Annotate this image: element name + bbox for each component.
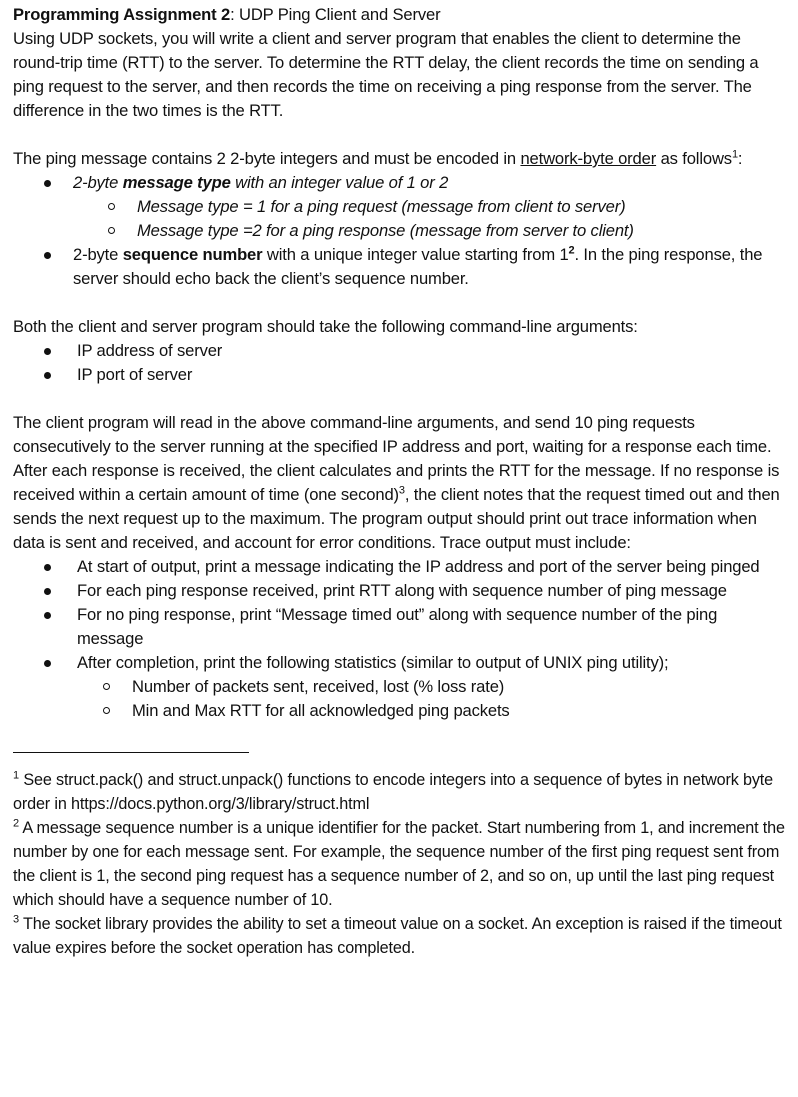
list-item: At start of output, print a message indicating the IP address and port of the server being pinged: [13, 555, 785, 579]
args-paragraph: Both the client and server program should take the following command-line arguments:: [13, 317, 638, 336]
message-tail: as follows: [656, 149, 732, 168]
type-option-1: Message type = 1 for a ping request (message from client to server): [137, 197, 626, 216]
list-item: For no ping response, print “Message timed out” along with sequence number of the ping message: [13, 603, 785, 651]
network-byte-order-term: network-byte order: [520, 149, 657, 168]
list-item: For each ping response received, print RTT along with sequence number of ping message: [13, 579, 785, 603]
page-title: [13, 3, 785, 27]
footnotes: [13, 768, 785, 960]
list-item: IP port of server: [13, 363, 785, 387]
type-rest: with an integer value of 1 or 2: [230, 173, 449, 192]
list-item: IP address of server: [13, 339, 785, 363]
client-text-1: The client program will read in the above command-line arguments, and send 10 ping requests consecutively to the server running at the specified IP address and port, waiting for a response each time. After each response is received, the client calculates and prints the RTT for the message. If no response is received within a certain amount of time (one second): [13, 413, 780, 504]
list-item: [13, 243, 785, 291]
message-type-term: message type: [122, 173, 231, 192]
footnote-2: [13, 816, 785, 912]
seq-prefix: 2-byte: [73, 245, 123, 264]
footnote-1: [13, 768, 785, 816]
seq-rest: with a unique integer value starting from 1: [262, 245, 569, 264]
footnote-3: [13, 912, 785, 960]
footnote-text: A message sequence number is a unique identifier for the packet. Start numbering from 1, and increment the number by one for each message sent. For example, the sequence number of the first ping request sent from the client is 1, the second ping request has a sequence number of 2, and so on, up until the last ping request which should have a sequence number of 10.: [13, 819, 785, 909]
type-prefix: 2-byte: [73, 173, 123, 192]
intro-paragraph: Using UDP sockets, you will write a client and server program that enables the client to determine the round-trip time (RTT) to the server. To determine the RTT delay, the client records the time on sending a ping request to the server, and then records the time on receiving a ping response from the server. The difference in the two times is the RTT.: [13, 29, 759, 120]
footnote-ref-2: 2: [568, 244, 575, 257]
client-text-2: , the client notes that the request timed out and then sends the next request up to the maximum. The program output should print out trace information when data is sent and received, and account for error conditions. Trace output must include:: [13, 485, 780, 552]
footnote-separator: [13, 752, 249, 753]
footnote-ref-1: 1: [731, 148, 738, 161]
list-item: Number of packets sent, received, lost (% loss rate): [13, 675, 785, 699]
title-rest: : UDP Ping Client and Server: [230, 5, 441, 24]
document-page: [13, 3, 785, 960]
message-fields-list: [13, 171, 785, 291]
list-item: [13, 195, 785, 219]
list-item: Min and Max RTT for all acknowledged ping packets: [13, 699, 785, 723]
footnote-number: 1: [13, 769, 19, 782]
list-item: After completion, print the following statistics (similar to output of UNIX ping utility);: [13, 651, 785, 675]
type-option-2: Message type =2 for a ping response (message from server to client): [137, 221, 634, 240]
footnote-text: See struct.pack() and struct.unpack() functions to encode integers into a sequence of bytes in network byte order in https://docs.python.org/3/library/struct.html: [13, 771, 773, 813]
sequence-number-term: sequence number: [122, 245, 263, 264]
list-item: [13, 219, 785, 243]
title-bold: Programming Assignment 2: [13, 5, 231, 24]
client-paragraph: [13, 411, 785, 555]
message-lead: The ping message contains 2 2-byte integers and must be encoded in: [13, 149, 521, 168]
footnote-ref-3: 3: [398, 484, 405, 497]
footnote-number: 2: [13, 817, 19, 830]
message-colon: :: [737, 149, 743, 168]
seq-tail: . In the ping response, the server should echo back the client’s sequence number.: [73, 245, 763, 288]
args-list: [13, 339, 785, 387]
trace-output-list: [13, 555, 785, 723]
footnote-text: The socket library provides the ability to set a timeout value on a socket. An exception is raised if the timeout value expires before the socket operation has completed.: [13, 915, 782, 957]
footnote-number: 3: [13, 913, 19, 926]
list-item: [13, 171, 785, 195]
message-paragraph: [13, 147, 785, 171]
